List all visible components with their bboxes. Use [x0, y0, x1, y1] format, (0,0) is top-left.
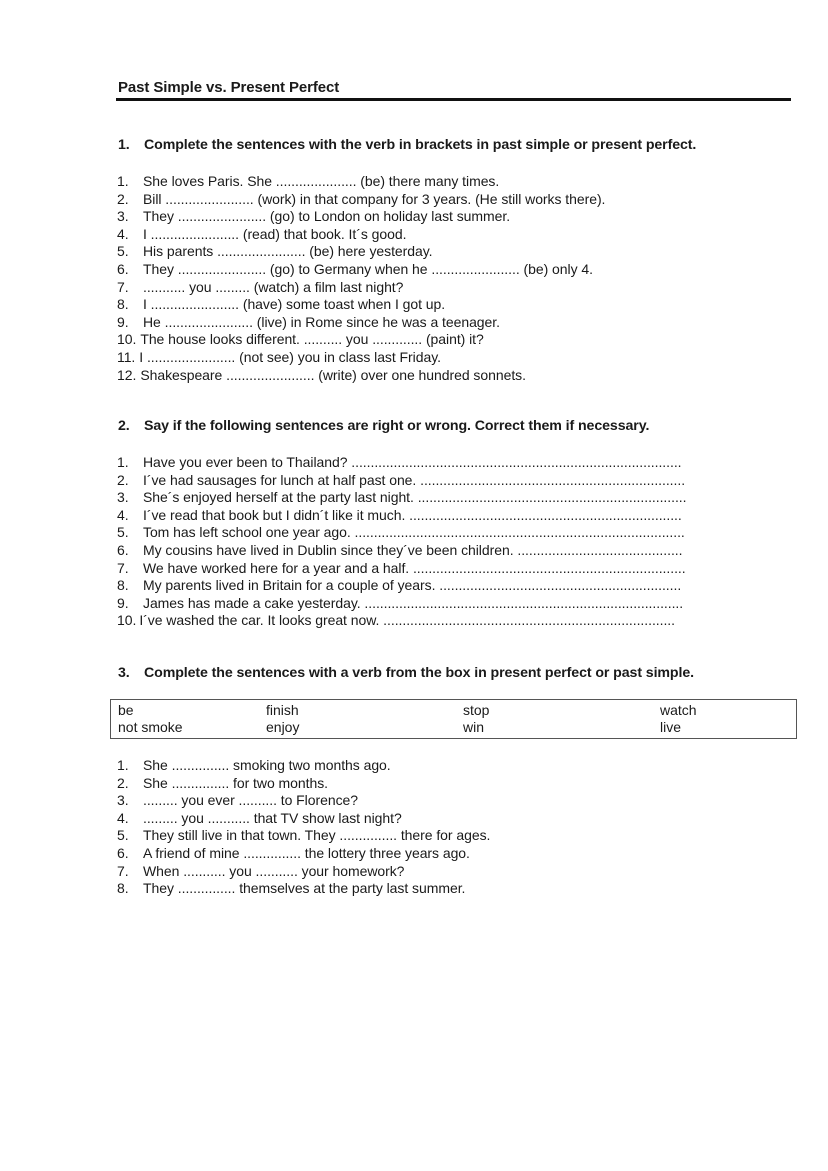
- exercise-item: 6. A friend of mine ............... the lottery three years ago.: [117, 844, 470, 861]
- exercise-item: 2. I´ve had sausages for lunch at half past one. .....................................................................: [117, 471, 686, 488]
- section-3-number: 3.: [118, 665, 130, 681]
- exercise-item: 4. I´ve read that book but I didn´t like it much. .......................................................................: [117, 506, 682, 523]
- section-3-instruction: Complete the sentences with a verb from the box in present perfect or past simple.: [144, 665, 694, 681]
- section-3-exercise-list: [117, 757, 490, 898]
- exercise-item: 8. They ............... themselves at the party last summer.: [117, 880, 466, 897]
- exercise-item: 5. Tom has left school one year ago. ......................................................................................: [117, 524, 685, 541]
- section-3-heading: [118, 665, 694, 681]
- verb-word: live: [660, 719, 682, 735]
- exercise-item: 11. I ....................... (not see) you in class last Friday.: [117, 348, 441, 365]
- exercise-item: 2. She ............... for two months.: [117, 774, 328, 791]
- exercise-item: 5. They still live in that town. They ............... there for ages.: [117, 827, 491, 844]
- exercise-item: 2. Bill ....................... (work) in that company for 3 years. (He still works there).: [117, 190, 606, 207]
- exercise-item: 7. When ........... you ........... your homework?: [117, 862, 405, 879]
- title-underline-rule: [116, 98, 791, 101]
- verb-word: not smoke: [118, 719, 183, 735]
- exercise-item: 1. She loves Paris. She ..................... (be) there many times.: [117, 173, 500, 189]
- exercise-item: 6. My cousins have lived in Dublin since they´ve been children. ...........................................: [117, 541, 683, 558]
- exercise-item: 1. Have you ever been to Thailand? ......................................................................................: [117, 454, 682, 470]
- exercise-item: 9. He ....................... (live) in Rome since he was a teenager.: [117, 313, 500, 330]
- section-1-exercise-list: [117, 173, 605, 384]
- exercise-item: 4. I ....................... (read) that book. It´s good.: [117, 225, 407, 242]
- verb-word: stop: [463, 702, 490, 718]
- exercise-item: 7. ........... you ......... (watch) a film last night?: [117, 278, 404, 295]
- exercise-item: 5. His parents ....................... (be) here yesterday.: [117, 243, 433, 260]
- exercise-item: 3. She´s enjoyed herself at the party last night. ......................................................................: [117, 489, 687, 506]
- section-1-heading: [118, 137, 696, 153]
- exercise-item: 3. They ....................... (go) to London on holiday last summer.: [117, 208, 511, 225]
- section-1-instruction: Complete the sentences with the verb in brackets in past simple or present perfect.: [144, 137, 697, 153]
- exercise-item: 7. We have worked here for a year and a half. .......................................................................: [117, 559, 686, 576]
- document-title: Past Simple vs. Present Perfect: [118, 79, 340, 96]
- exercise-item: 4. ......... you ........... that TV show last night?: [117, 809, 402, 826]
- verb-word: be: [118, 702, 134, 718]
- section-2-number: 2.: [118, 418, 130, 434]
- exercise-item: 6. They ....................... (go) to Germany when he ....................... (be) only 4.: [117, 260, 593, 277]
- verb-box-row: [111, 719, 796, 736]
- exercise-item: 12. Shakespeare ....................... (write) over one hundred sonnets.: [117, 366, 526, 383]
- exercise-item: 10. The house looks different. .......... you ............. (paint) it?: [117, 331, 484, 348]
- exercise-item: 8. I ....................... (have) some toast when I got up.: [117, 296, 446, 313]
- verb-box-row: [111, 702, 796, 719]
- section-2-instruction: Say if the following sentences are right or wrong. Correct them if necessary.: [144, 418, 650, 434]
- exercise-item: 1. She ............... smoking two months ago.: [117, 757, 391, 773]
- section-2-heading: [118, 418, 649, 434]
- exercise-item: 10. I´ve washed the car. It looks great now. ............................................................................: [117, 612, 675, 629]
- verb-word: finish: [266, 702, 299, 718]
- exercise-item: 9. James has made a cake yesterday. ...................................................................................: [117, 594, 684, 611]
- verb-word: enjoy: [266, 719, 300, 735]
- verb-word: watch: [660, 702, 697, 718]
- section-2-exercise-list: [117, 454, 686, 630]
- verb-box: [110, 699, 797, 739]
- exercise-item: 8. My parents lived in Britain for a couple of years. ...............................................................: [117, 577, 682, 594]
- verb-word: win: [463, 719, 485, 735]
- section-1-number: 1.: [118, 137, 130, 153]
- exercise-item: 3. ......... you ever .......... to Florence?: [117, 792, 358, 809]
